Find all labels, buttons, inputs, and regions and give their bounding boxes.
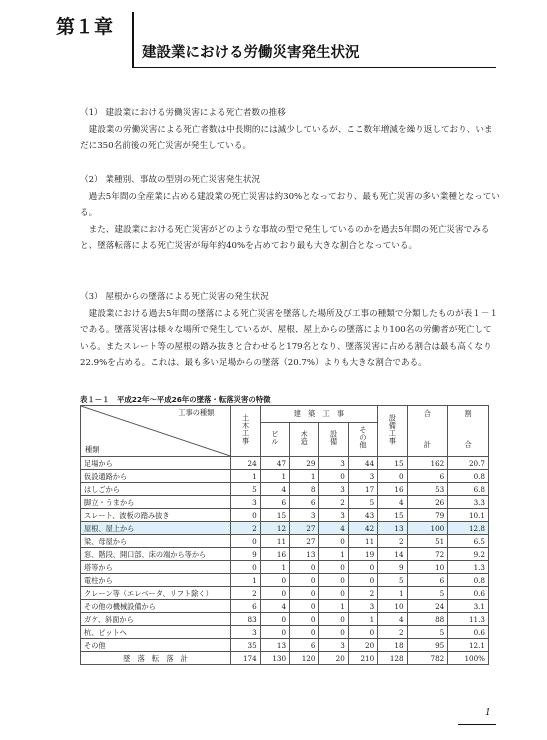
header-horizontal-rule — [133, 67, 496, 68]
row-label: ガケ、斜面から — [81, 613, 231, 626]
cell-value: 210 — [348, 652, 377, 665]
cell-value: 3 — [319, 639, 348, 652]
cell-value: 12.8 — [448, 522, 489, 535]
cell-value: 1 — [260, 470, 289, 483]
cell-value: 72 — [407, 548, 448, 561]
row-label: スレート、波板の踏み抜き — [81, 509, 231, 522]
row-label: 仮設通路から — [81, 470, 231, 483]
cell-value: 128 — [378, 652, 407, 665]
cell-value: 100% — [448, 652, 489, 665]
cell-value: 130 — [260, 652, 289, 665]
section-1 — [80, 105, 500, 155]
cell-value: 12 — [260, 522, 289, 535]
page-number-rule — [458, 724, 496, 725]
cell-value: 88 — [407, 613, 448, 626]
cell-value: 3.1 — [448, 600, 489, 613]
cell-value: 0 — [319, 574, 348, 587]
cell-value: 0 — [290, 587, 319, 600]
diagonal-header-cell — [81, 406, 231, 457]
table-row — [81, 561, 489, 574]
row-label: 墜 落 転 落 計 — [81, 652, 231, 665]
cell-value: 120 — [290, 652, 319, 665]
cell-value: 11.3 — [448, 613, 489, 626]
table-row — [81, 574, 489, 587]
cell-value: 12.1 — [448, 639, 489, 652]
cell-value: 10 — [407, 561, 448, 574]
row-label: 窓、階段、開口部、床の端から等から — [81, 548, 231, 561]
section-3 — [80, 289, 500, 372]
cell-value: 24 — [231, 457, 260, 470]
cell-value: 3 — [319, 483, 348, 496]
cell-value: 3 — [231, 496, 260, 509]
row-label: クレーン等（エレベータ、リフト除く） — [81, 587, 231, 600]
cell-value: 6.5 — [448, 535, 489, 548]
cell-value: 0 — [260, 626, 289, 639]
cell-value: 9.2 — [448, 548, 489, 561]
cell-value: 11 — [260, 535, 289, 548]
fall-accident-table — [80, 405, 489, 665]
col-equipment-works: 設備工事 — [378, 406, 407, 457]
cell-value: 20 — [348, 639, 377, 652]
cell-value: 1 — [378, 587, 407, 600]
row-label: 足場から — [81, 457, 231, 470]
header-category: 種類 — [85, 445, 100, 454]
cell-value: 0.6 — [448, 626, 489, 639]
cell-value: 0 — [319, 470, 348, 483]
cell-value: 15 — [260, 509, 289, 522]
cell-value: 16 — [260, 548, 289, 561]
cell-value: 1 — [231, 574, 260, 587]
table-row — [81, 470, 489, 483]
cell-value: 47 — [260, 457, 289, 470]
cell-value: 6 — [290, 496, 319, 509]
cell-value: 19 — [348, 548, 377, 561]
paragraph: また、建設業における死亡災害がどのような事故の型で発生しているのかを過去5年間の死亡災害でみると、墜落転落による死亡災害が毎年約40%を占めており最も大きな割合となっている。 — [80, 224, 490, 251]
cell-value: 0.6 — [448, 587, 489, 600]
cell-value: 20 — [319, 652, 348, 665]
cell-value: 29 — [290, 457, 319, 470]
cell-value: 5 — [378, 574, 407, 587]
cell-value: 174 — [231, 652, 260, 665]
chapter-title: 建設業における労働災害発生状況 — [142, 45, 360, 61]
cell-value: 0 — [319, 535, 348, 548]
cell-value: 0 — [231, 535, 260, 548]
cell-value: 0 — [290, 626, 319, 639]
cell-value: 5 — [231, 483, 260, 496]
cell-value: 27 — [290, 522, 319, 535]
cell-value: 2 — [378, 626, 407, 639]
col-civil-works: 土木工事 — [231, 406, 260, 457]
cell-value: 3 — [348, 600, 377, 613]
cell-value: 6 — [231, 600, 260, 613]
row-label: 梁、母屋から — [81, 535, 231, 548]
col-ratio: 割 合 — [448, 406, 489, 457]
cell-value: 6 — [260, 496, 289, 509]
table-row — [81, 639, 489, 652]
cell-value: 15 — [378, 457, 407, 470]
cell-value: 0 — [290, 600, 319, 613]
table-row — [81, 548, 489, 561]
cell-value: 0 — [319, 613, 348, 626]
cell-value: 5 — [407, 587, 448, 600]
cell-value: 8 — [290, 483, 319, 496]
cell-value: 0 — [348, 561, 377, 574]
cell-value: 9 — [378, 561, 407, 574]
cell-value: 1.3 — [448, 561, 489, 574]
cell-value: 2 — [348, 587, 377, 600]
col-wooden: 木造 — [290, 422, 319, 456]
cell-value: 1 — [231, 470, 260, 483]
cell-value: 10.1 — [448, 509, 489, 522]
cell-value: 6 — [407, 470, 448, 483]
cell-value: 100 — [407, 522, 448, 535]
cell-value: 13 — [378, 522, 407, 535]
table-row — [81, 600, 489, 613]
cell-value: 1 — [319, 548, 348, 561]
cell-value: 0 — [290, 561, 319, 574]
cell-value: 53 — [407, 483, 448, 496]
table-caption: 表１－１ 平成22年～平成26年の墜落・転落災害の特徴 — [80, 395, 271, 404]
cell-value: 3 — [319, 457, 348, 470]
table-row — [81, 626, 489, 639]
cell-value: 5 — [348, 496, 377, 509]
table-row — [81, 535, 489, 548]
table-row — [81, 483, 489, 496]
row-label: 屋根、屋上から — [81, 522, 231, 535]
cell-value: 14 — [378, 548, 407, 561]
header-work-type: 工事の種類 — [178, 408, 215, 417]
cell-value: 0 — [319, 626, 348, 639]
table-row — [81, 613, 489, 626]
header-vertical-rule — [132, 12, 134, 68]
cell-value: 13 — [290, 548, 319, 561]
cell-value: 6 — [407, 574, 448, 587]
cell-value: 4 — [260, 483, 289, 496]
row-label: 電柱から — [81, 574, 231, 587]
row-label: その他 — [81, 639, 231, 652]
cell-value: 0 — [231, 561, 260, 574]
cell-value: 2 — [378, 535, 407, 548]
cell-value: 0 — [348, 626, 377, 639]
cell-value: 6 — [290, 639, 319, 652]
page-number: 1 — [485, 708, 491, 718]
col-equipment: 設備 — [319, 422, 348, 456]
cell-value: 0 — [319, 561, 348, 574]
section-2 — [80, 172, 500, 255]
cell-value: 43 — [348, 509, 377, 522]
cell-value: 0.8 — [448, 574, 489, 587]
cell-value: 16 — [378, 483, 407, 496]
row-label: その他の機械設備から — [81, 600, 231, 613]
cell-value: 3 — [348, 470, 377, 483]
paragraph: 建設業における過去5年間の墜落による死亡災害を墜落した場所及び工事の種類で分類したものが表１－１である。墜落災害は様々な場所で発生しているが、屋根、屋上からの墜落により100名の労働者が死亡している。またスレート等の屋根の踏み抜きと合わせると179名となり、墜落災害に占める割合は最も高くなり22.9%を占める。これは、最も多い足場からの墜落（20.7%）よりも大きな割合である。 — [80, 308, 498, 368]
cell-value: 0 — [260, 587, 289, 600]
cell-value: 1 — [348, 613, 377, 626]
row-label: 塔等から — [81, 561, 231, 574]
cell-value: 35 — [231, 639, 260, 652]
row-label: 杭、ピットへ — [81, 626, 231, 639]
cell-value: 1 — [319, 600, 348, 613]
cell-value: 0 — [348, 574, 377, 587]
cell-value: 17 — [348, 483, 377, 496]
cell-value: 3 — [231, 626, 260, 639]
cell-value: 26 — [407, 496, 448, 509]
cell-value: 15 — [378, 509, 407, 522]
cell-value: 2 — [231, 522, 260, 535]
cell-value: 3.3 — [448, 496, 489, 509]
cell-value: 9 — [231, 548, 260, 561]
table-row — [81, 587, 489, 600]
cell-value: 24 — [407, 600, 448, 613]
paragraph: 過去5年間の全産業に占める建設業の死亡災害は約30%となっており、最も死亡災害の多い業種となっている。 — [80, 191, 500, 218]
cell-value: 0 — [260, 613, 289, 626]
cell-value: 4 — [319, 522, 348, 535]
table-row — [81, 522, 489, 535]
cell-value: 4 — [378, 613, 407, 626]
cell-value: 1 — [290, 470, 319, 483]
row-label: 脚立・うまから — [81, 496, 231, 509]
cell-value: 95 — [407, 639, 448, 652]
row-label: はしごから — [81, 483, 231, 496]
table-row — [81, 457, 489, 470]
chapter-number: 第１章 — [56, 16, 114, 38]
col-other: その他 — [348, 422, 377, 456]
cell-value: 83 — [231, 613, 260, 626]
cell-value: 4 — [378, 496, 407, 509]
col-total: 合 計 — [407, 406, 448, 457]
cell-value: 0 — [290, 574, 319, 587]
cell-value: 3 — [290, 509, 319, 522]
cell-value: 0 — [319, 587, 348, 600]
cell-value: 79 — [407, 509, 448, 522]
table-row — [81, 496, 489, 509]
section-heading: （3） 屋根からの墜落による死亡災害の発生状況 — [80, 292, 269, 302]
cell-value: 4 — [260, 600, 289, 613]
col-group-building-works: 建 築 工 事 — [260, 406, 378, 423]
cell-value: 10 — [378, 600, 407, 613]
section-heading: （1） 建設業における労働災害による死亡者数の推移 — [80, 108, 286, 118]
section-heading: （2） 業種別、事故の型別の死亡災害発生状況 — [80, 175, 261, 185]
paragraph: 建設業の労働災害による死亡者数は中長期的には減少しているが、ここ数年増減を繰り返しており、いまだに350名前後の死亡災害が発生している。 — [80, 124, 493, 151]
cell-value: 42 — [348, 522, 377, 535]
cell-value: 0 — [290, 613, 319, 626]
table-total-row — [81, 652, 489, 665]
table-row — [81, 509, 489, 522]
cell-value: 162 — [407, 457, 448, 470]
cell-value: 18 — [378, 639, 407, 652]
cell-value: 13 — [260, 639, 289, 652]
cell-value: 1 — [260, 561, 289, 574]
cell-value: 20.7 — [448, 457, 489, 470]
cell-value: 2 — [319, 496, 348, 509]
cell-value: 0 — [378, 470, 407, 483]
cell-value: 11 — [348, 535, 377, 548]
cell-value: 3 — [319, 509, 348, 522]
cell-value: 44 — [348, 457, 377, 470]
cell-value: 5 — [407, 626, 448, 639]
cell-value: 0.8 — [448, 470, 489, 483]
cell-value: 0 — [231, 509, 260, 522]
cell-value: 2 — [231, 587, 260, 600]
cell-value: 27 — [290, 535, 319, 548]
col-building: ビル — [260, 422, 289, 456]
cell-value: 6.8 — [448, 483, 489, 496]
cell-value: 782 — [407, 652, 448, 665]
cell-value: 0 — [260, 574, 289, 587]
cell-value: 51 — [407, 535, 448, 548]
